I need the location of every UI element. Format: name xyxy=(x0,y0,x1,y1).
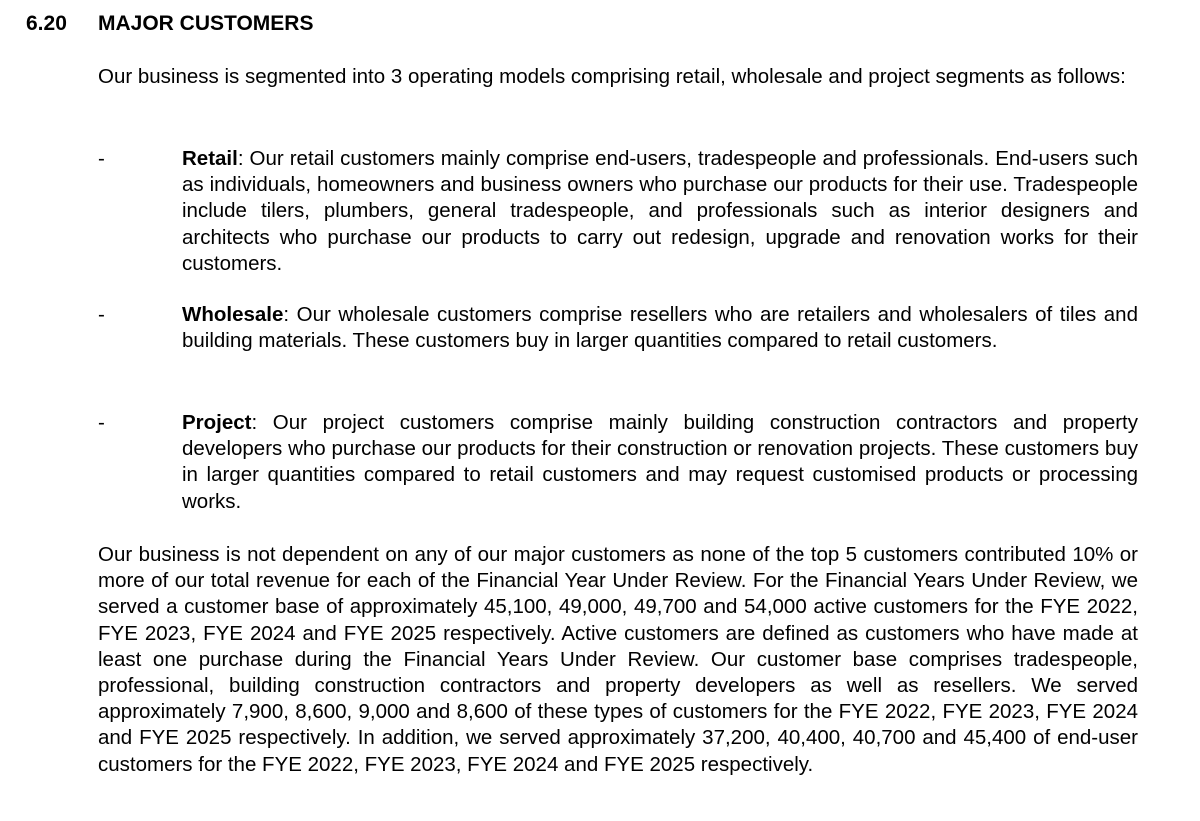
closing-paragraph: Our business is not dependent on any of our major customers as none of the top 5 customers contributed 10% or more of our total revenue for each of the Financial Year Under Review. For the Financial Years Under Review, we served a customer base of approximately 45,100, 49,000, 49,700 and 54,000 active customers for the FYE 2022, FYE 2023, FYE 2024 and FYE 2025 respectively. Active customers are defined as customers who have made at least one purchase during the Financial Years Under Review. Our customer base comprises tradespeople, professional, building construction contractors and property developers as well as resellers. We served approximately 7,900, 8,600, 9,000 and 8,600 of these types of customers for the FYE 2022, FYE 2023, FYE 2024 and FYE 2025 respectively. In addition, we served approximately 37,200, 40,400, 40,700 and 45,400 of end-user customers for the FYE 2022, FYE 2023, FYE 2024 and FYE 2025 respectively. xyxy=(98,543,1138,776)
bullet-marker: - xyxy=(98,303,105,326)
bullet-body: : Our project customers comprise mainly building construction contractors and property developers who purchase our products for their construction or renovation projects. These customers buy in larger quantities compared to retail customers and may request customised products or processing works. xyxy=(182,411,1138,513)
bullet-marker: - xyxy=(98,411,105,434)
section-heading xyxy=(26,11,313,37)
bullet-marker: - xyxy=(98,147,105,170)
bullet-body: : Our wholesale customers comprise resellers who are retailers and wholesalers of tiles and building materials. These customers buy in larger quantities compared to retail customers. xyxy=(182,303,1138,353)
bullet-title: Retail xyxy=(182,147,238,170)
bullet-title: Wholesale xyxy=(182,303,284,326)
intro-paragraph: Our business is segmented into 3 operating models comprising retail, wholesale and project segments as follows: xyxy=(98,65,1126,88)
bullet-body: : Our retail customers mainly comprise end-users, tradespeople and professionals. End-users such as individuals, homeowners and business owners who purchase our products for their use. Tradespeople include tilers, plumbers, general tradespeople, and professionals such as interior designers and architects who purchase our products to carry out redesign, upgrade and renovation works for their customers. xyxy=(182,147,1138,275)
bullet-text xyxy=(182,410,1138,515)
bullet-text xyxy=(182,302,1138,354)
bullet-title: Project xyxy=(182,411,252,434)
section-title: MAJOR CUSTOMERS xyxy=(98,12,314,35)
section-number: 6.20 xyxy=(26,12,67,35)
bullet-text xyxy=(182,146,1138,277)
